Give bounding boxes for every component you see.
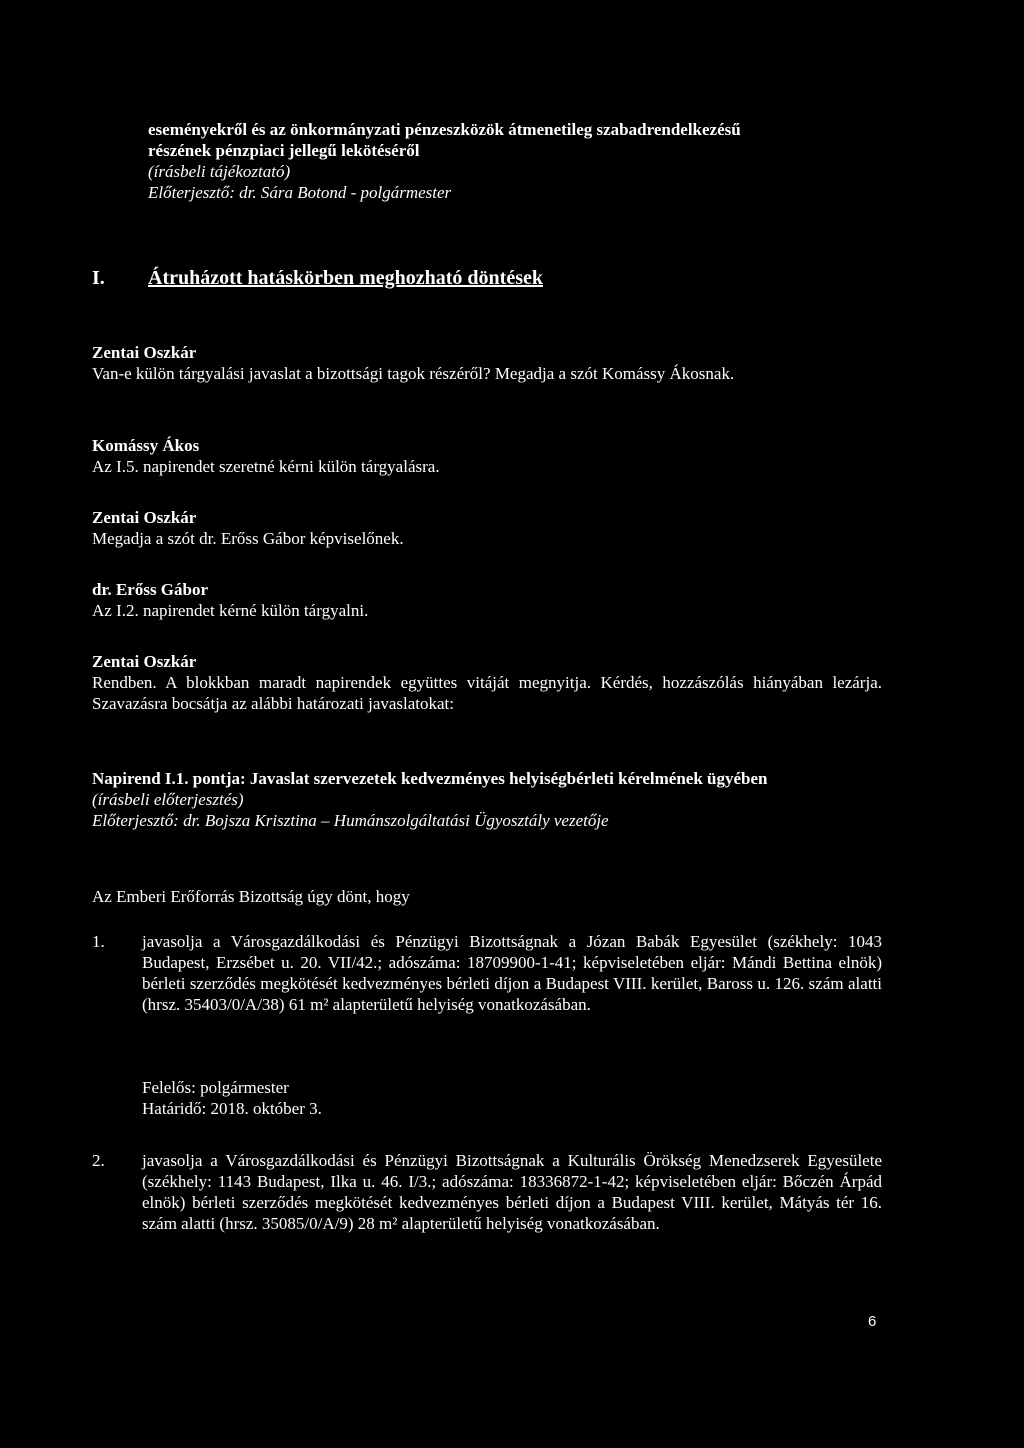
intro-line-1: eseményekről és az önkormányzati pénzeszközök átmenetileg szabadrendelkezésű <box>148 120 741 139</box>
responsible-block <box>142 1077 542 1119</box>
speaker-text: Az I.5. napirendet szeretné kérni külön tárgyalásra. <box>92 457 440 476</box>
item-number: 2. <box>92 1151 105 1170</box>
speaker-text: Megadja a szót dr. Erőss Gábor képviselőnek. <box>92 529 404 548</box>
speaker-block <box>92 651 882 714</box>
speaker-name: Zentai Oszkár <box>92 508 197 527</box>
intro-presenter: Előterjesztő: dr. Sára Botond - polgármester <box>148 183 452 202</box>
committee-decision-line: Az Emberi Erőforrás Bizottság úgy dönt, hogy <box>92 887 410 906</box>
speaker-name: Komássy Ákos <box>92 436 200 455</box>
speaker-name: dr. Erőss Gábor <box>92 580 209 599</box>
responsible-deadline: Határidő: 2018. október 3. <box>142 1099 322 1118</box>
responsible-person: Felelős: polgármester <box>142 1078 289 1097</box>
speaker-text: Rendben. A blokkban maradt napirendek együttes vitáját megnyitja. Kérdés, hozzászólás hiányában lezárja. Szavazásra bocsátja az alábbi határozati javaslatokat: <box>92 673 882 713</box>
speaker-block <box>92 435 882 477</box>
agenda-title: Napirend I.1. pontja: Javaslat szervezetek kedvezményes helyiségbérleti kérelmének ügyében <box>92 769 768 788</box>
section-number: I. <box>92 267 105 289</box>
page-number: 6 <box>868 1313 877 1330</box>
speaker-name: Zentai Oszkár <box>92 652 197 671</box>
agenda-note: (írásbeli előterjesztés) <box>92 790 244 809</box>
speaker-block <box>92 342 882 384</box>
resolution-item <box>92 931 882 1015</box>
speaker-text: Az I.2. napirendet kérné külön tárgyalni. <box>92 601 369 620</box>
resolution-item <box>92 1150 882 1234</box>
speaker-block <box>92 507 882 549</box>
item-text: javasolja a Városgazdálkodási és Pénzügyi Bizottságnak a Kulturális Örökség Menedzserek Egyesülete (székhely: 1143 Budapest, Ilka u. 46. I/3.; adószáma: 18336872-1-42; képviseletében eljár: Bőczén Árpád elnök) bérleti szerződés megkötését kedvezményes bérleti díjon a Budapest VIII. kerület, Mátyás tér 16. szám alatti (hrsz. 35085/0/A/9) 28 m² alapterületű helyiség vonatkozásában. <box>142 1151 882 1233</box>
intro-block <box>148 119 882 203</box>
section-title: Átruházott hatáskörben meghozható döntések <box>148 267 543 289</box>
agenda-block <box>92 768 882 831</box>
section-heading <box>92 266 882 290</box>
intro-note: (írásbeli tájékoztató) <box>148 162 291 181</box>
speaker-name: Zentai Oszkár <box>92 343 197 362</box>
item-text: javasolja a Városgazdálkodási és Pénzügyi Bizottságnak a Józan Babák Egyesület (székhely: 1043 Budapest, Erzsébet u. 20. VII/42.; adószáma: 18709900-1-41; képviseletében eljár: Mándi Bettina elnök) bérleti szerződés megkötését kedvezményes bérleti díjon a Budapest VIII. kerület, Baross u. 126. szám alatti (hrsz. 35403/0/A/38) 61 m² alapterületű helyiség vonatkozásában. <box>142 932 882 1014</box>
speaker-text: Van-e külön tárgyalási javaslat a bizottsági tagok részéről? Megadja a szót Komássy Ákosnak. <box>92 364 735 383</box>
speaker-block <box>92 579 882 621</box>
intro-line-2: részének pénzpiaci jellegű lekötéséről <box>148 141 420 160</box>
agenda-presenter: Előterjesztő: dr. Bojsza Krisztina – Humánszolgáltatási Ügyosztály vezetője <box>92 811 609 830</box>
item-number: 1. <box>92 932 105 951</box>
